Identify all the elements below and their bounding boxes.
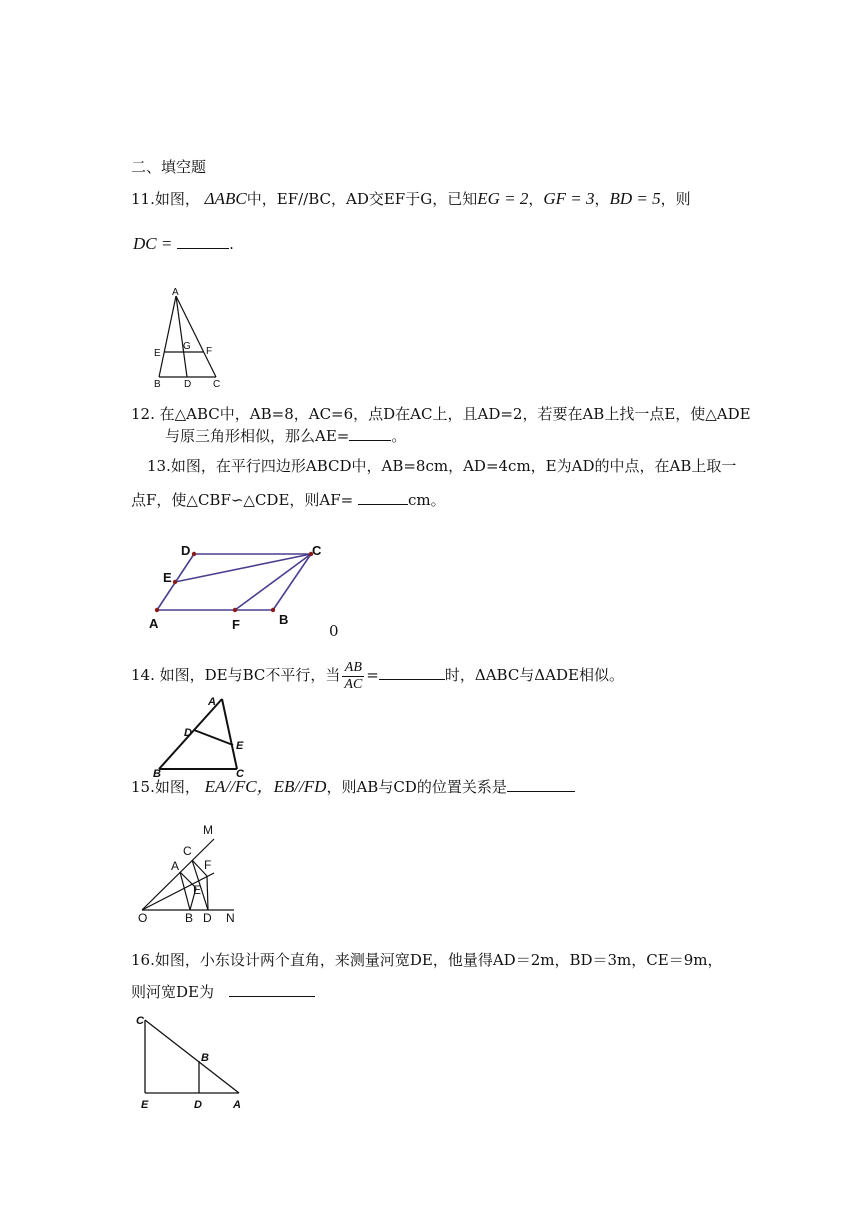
q15-label-f: F <box>204 858 212 872</box>
q13-line1: 13.如图，在平行四边形ABCD中，AB=8cm，AD=4cm，E为AD的中点，在AB上取一 <box>147 457 737 475</box>
q13-label-b: B <box>279 612 289 627</box>
q11-eq-bd: BD = 5 <box>609 189 661 208</box>
q13-parallelogram-figure <box>145 540 345 635</box>
q12-line2 <box>165 426 406 446</box>
q15-label-o: O <box>138 911 148 925</box>
q11-line1 <box>131 189 691 209</box>
q15-text-post: ，则AB与CD的位置关系是 <box>326 778 507 796</box>
q13-label-c: C <box>312 543 322 558</box>
q13-stray-zero: 0 <box>329 622 339 640</box>
q11-triangle-figure <box>150 285 230 390</box>
q15-label-d: D <box>203 911 212 925</box>
q15-label-e: E <box>193 883 202 897</box>
q13-label-d: D <box>181 543 191 558</box>
q15-line <box>131 777 575 797</box>
q11-label-e: E <box>154 348 161 359</box>
q14-triangle-figure <box>150 693 250 778</box>
q11-text-2: 中，EF//BC，AD交EF于G，已知 <box>246 190 478 208</box>
q14-eq: = <box>366 666 379 684</box>
q16-label-c: C <box>136 1015 144 1027</box>
q11-period: . <box>229 235 234 253</box>
q13-label-a: A <box>149 616 159 631</box>
q14-frac-denominator: AC <box>344 676 363 692</box>
q11-sep-2: ， <box>594 190 610 208</box>
q14-line <box>131 658 624 693</box>
q12-line1: 12. 在△ABC中，AB=8，AC=6，点D在AC上，且AD=2，若要在AB上找一点E，使△ADE <box>131 405 751 423</box>
q11-answer-blank[interactable] <box>177 234 229 249</box>
q13-label-f: F <box>232 617 240 632</box>
q15-angle-figure <box>136 822 246 927</box>
q15-label-a: A <box>171 859 180 873</box>
q16-line1: 16.如图，小东设计两个直角，来测量河宽DE，他量得AD＝2m，BD＝3m，CE＝9m， <box>131 951 723 969</box>
q14-label-c: C <box>236 768 244 780</box>
q11-number: 11. <box>131 190 155 208</box>
q15-text-pre: 15.如图， <box>131 778 200 796</box>
q12-text: 与原三角形相似，那么AE= <box>165 427 350 445</box>
q14-frac-numerator: AB <box>342 660 364 677</box>
q14-fraction <box>342 660 364 693</box>
section-heading: 二、填空题 <box>131 158 207 176</box>
q11-label-c: C <box>213 379 221 390</box>
q11-label-f: F <box>206 346 213 357</box>
q11-eq-eg: EG = 2 <box>477 189 529 208</box>
q14-label-a: A <box>208 696 216 708</box>
q16-text: 则河宽DE为 <box>131 983 214 1001</box>
q11-text-3: ，则 <box>660 190 691 208</box>
q12-answer-blank[interactable] <box>349 426 391 441</box>
q16-river-figure <box>136 1010 256 1115</box>
q15-answer-blank[interactable] <box>507 777 575 792</box>
q16-answer-blank[interactable] <box>229 982 315 997</box>
q15-label-n: N <box>226 911 235 925</box>
q14-answer-blank[interactable] <box>379 665 445 680</box>
q14-label-e: E <box>236 740 244 752</box>
q11-sep-1: ， <box>528 190 544 208</box>
q15-label-b: B <box>185 911 194 925</box>
q14-text-pre: 14. 如图，DE与BC不平行，当 <box>131 666 341 684</box>
q16-label-a: A <box>233 1099 241 1111</box>
q14-label-d: D <box>184 727 192 739</box>
q16-label-e: E <box>141 1099 149 1111</box>
q11-text-1: 如图， <box>154 190 200 208</box>
q12-end: 。 <box>391 427 407 445</box>
q11-label-a: A <box>172 287 179 298</box>
q11-dc-var: DC = <box>133 234 173 253</box>
q16-line2 <box>131 982 315 1002</box>
q14-label-b: B <box>153 768 161 780</box>
q11-line2 <box>133 234 234 254</box>
q13-label-e: E <box>163 570 172 585</box>
q15-label-c: C <box>183 844 192 858</box>
q11-label-d: D <box>184 379 192 390</box>
q13-answer-blank[interactable] <box>358 490 408 505</box>
q15-label-m: M <box>203 823 213 837</box>
q11-label-b: B <box>154 379 161 390</box>
q11-triangle: ΔABC <box>204 189 247 208</box>
q16-label-d: D <box>194 1099 202 1111</box>
q13-text: 点F，使△CBF∽△CDE，则AF= <box>131 491 354 509</box>
q13-unit: cm。 <box>408 491 446 509</box>
q16-label-b: B <box>201 1052 209 1064</box>
q11-label-g: G <box>183 341 191 352</box>
q11-eq-gf: GF = 3 <box>543 189 595 208</box>
q14-text-post: 时，ΔABC与ΔADE相似。 <box>444 666 624 684</box>
q15-math: EA//FC，EB//FD <box>204 777 327 796</box>
q13-line2 <box>131 490 446 510</box>
